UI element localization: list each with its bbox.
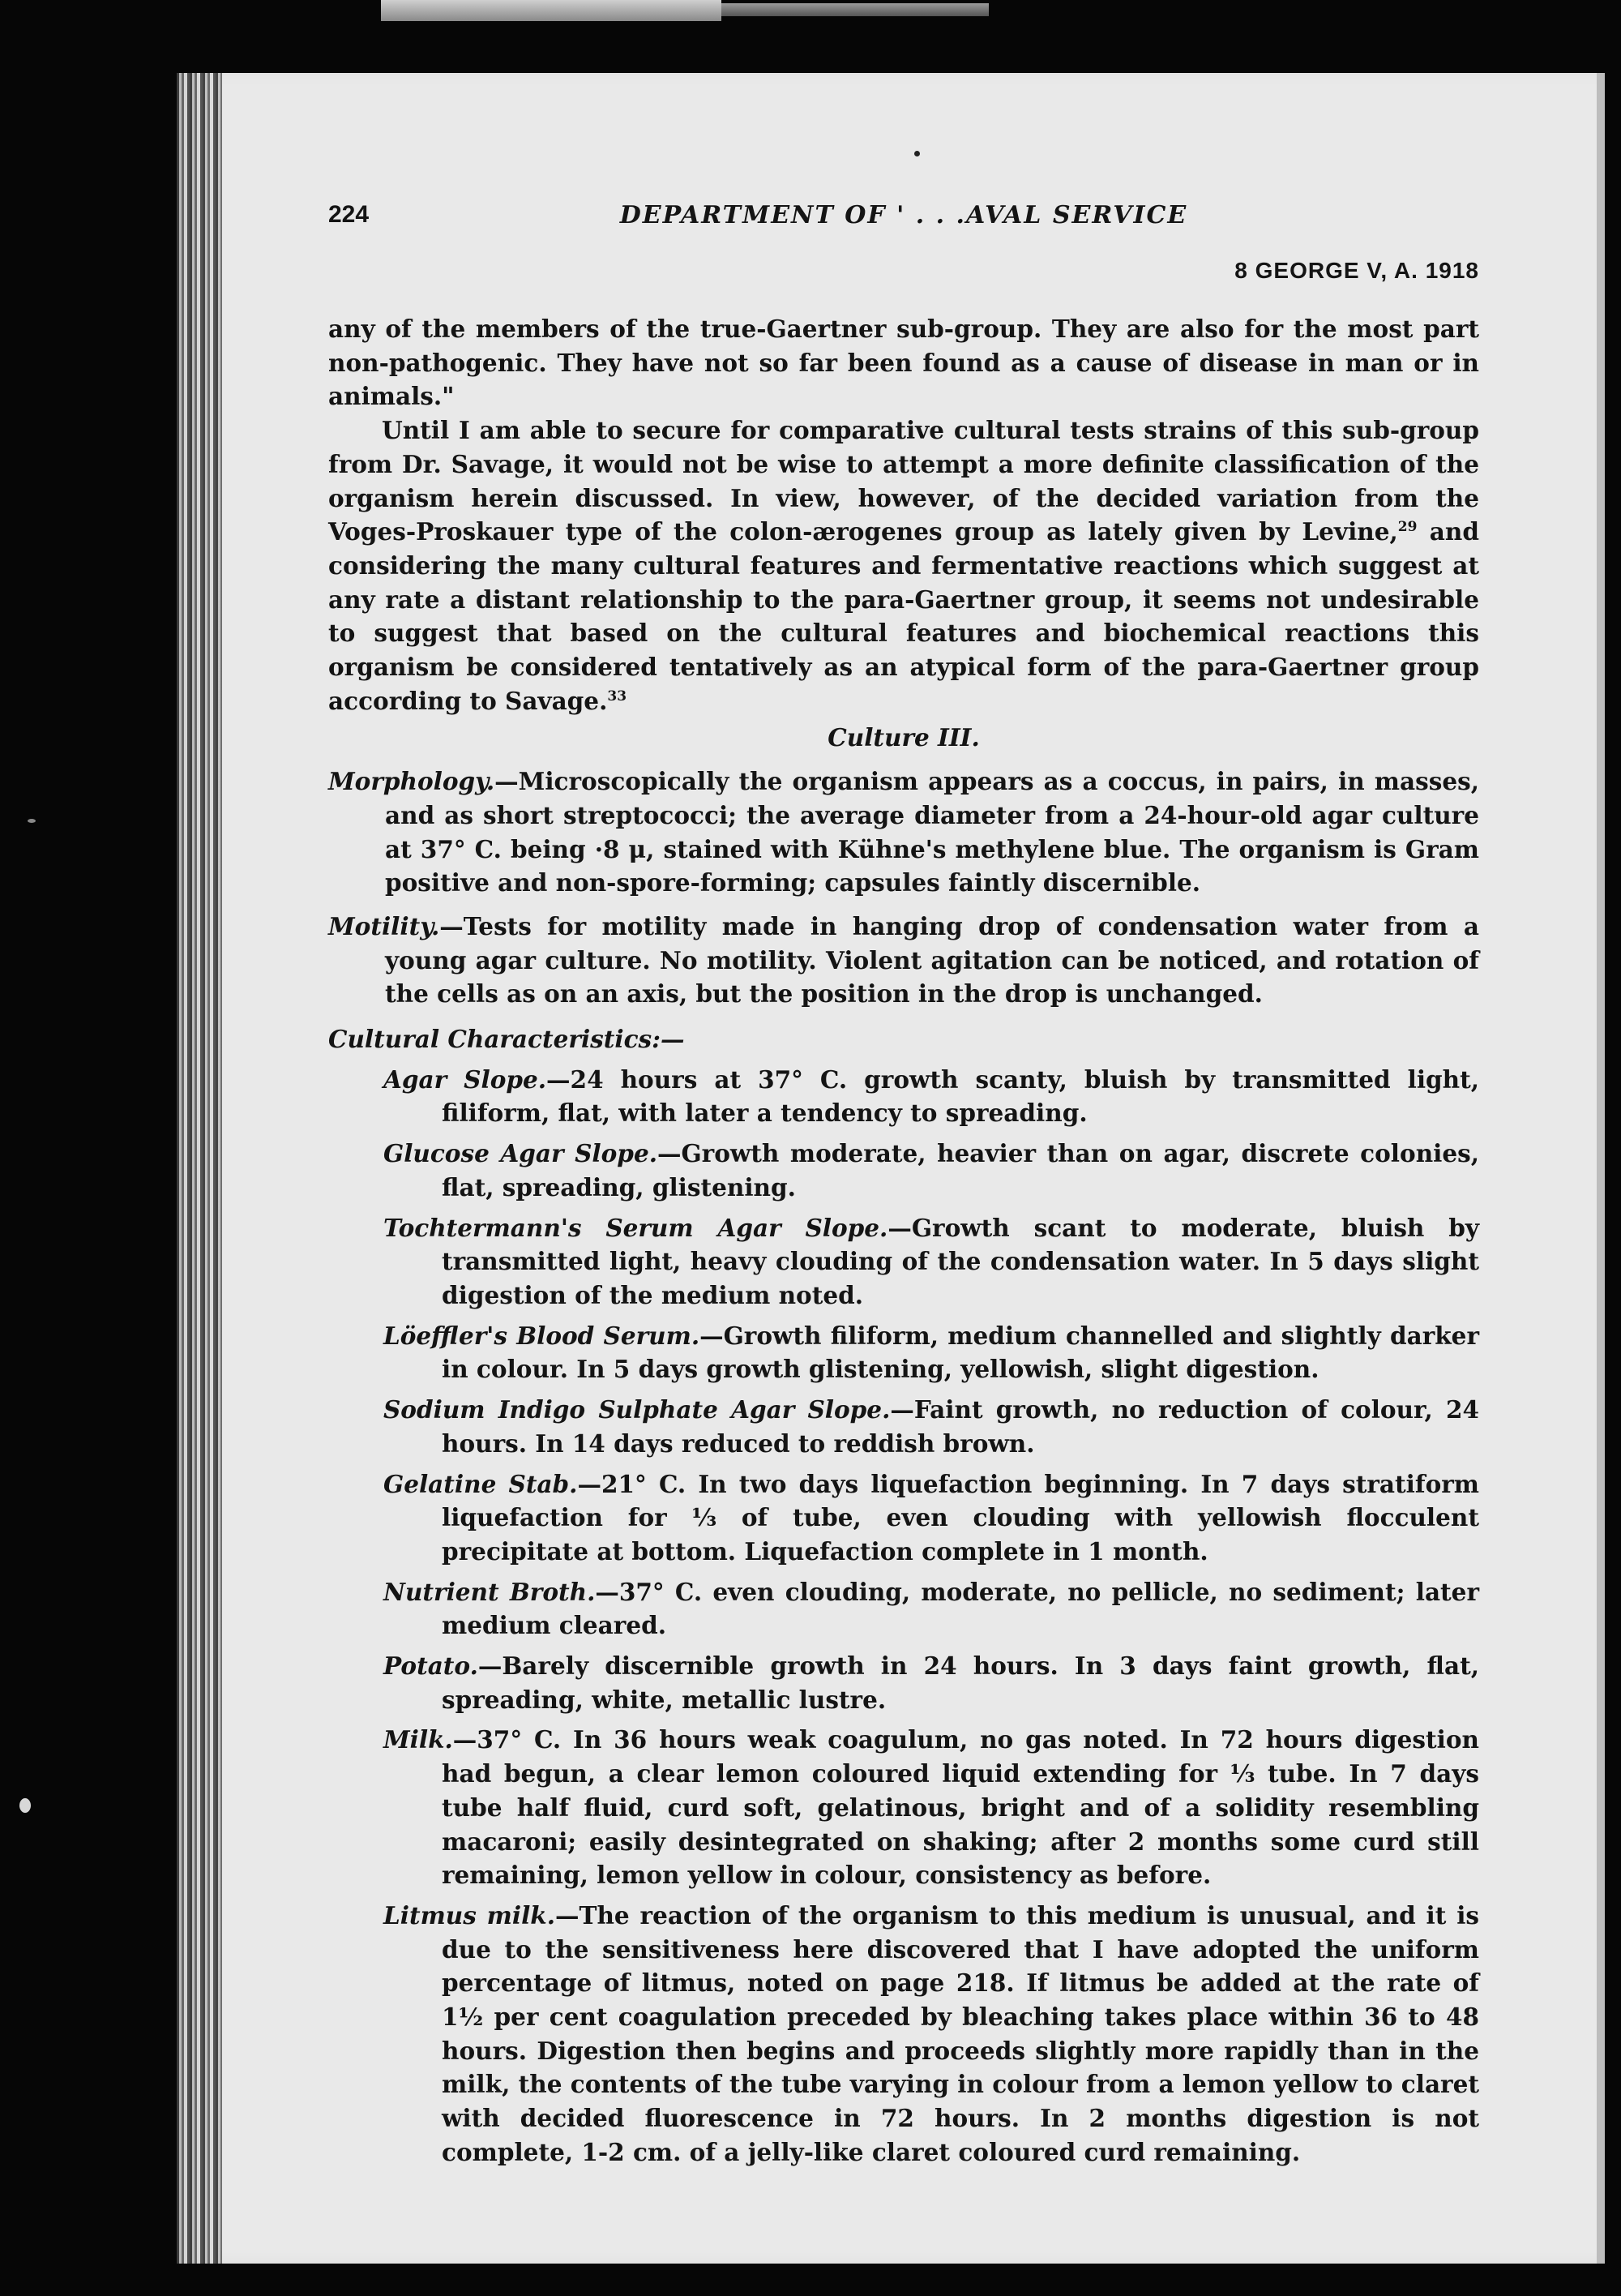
footnote-ref: 33	[607, 688, 627, 705]
morphology-entry	[328, 765, 1479, 900]
paragraph-classification	[328, 413, 1479, 718]
running-head: DEPARTMENT OF ' . . .AVAL SERVICE	[619, 201, 1188, 229]
page-number: 224	[328, 201, 370, 228]
page-body	[328, 312, 1479, 2170]
entry-label: Tochtermann's Serum Agar Slope.	[383, 1213, 888, 1242]
entry-text: —37° C. In 36 hours weak coagulum, no gas noted. In 72 hours digestion had begun, a clear lemon coloured liquid extending for ⅓ tube. In 7 days tube half fluid, curd soft, gelatinous, bright and of a solidity resembling macaroni; easily desintegrated on shaking; after 2 months some curd still remaining, lemon yellow in colour, consistency as before.	[442, 1725, 1479, 1890]
entry-text: —Barely discernible growth in 24 hours. In 3 days faint growth, flat, spreading, white, metallic lustre.	[442, 1651, 1479, 1714]
entry-label: Nutrient Broth.	[383, 1577, 596, 1606]
entry-label: Gelatine Stab.	[383, 1469, 578, 1498]
entry-label: Morphology.	[328, 767, 495, 796]
section-title: Culture III.	[828, 723, 980, 752]
entry-text: —24 hours at 37° C. growth scanty, bluish by transmitted light, filiform, flat, with later a tendency to spreading.	[442, 1064, 1479, 1128]
paragraph-text: Until I am able to secure for comparative cultural tests strains of this sub-group from Dr. Savage, it would not be wise to attempt a more definite classification of the organism herein discussed. In view, however, of the decided variation from the Voges-Proskauer type of the colon-ærogenes group as lately given by Levine,	[328, 416, 1479, 546]
entry-text: —37° C. even clouding, moderate, no pellicle, no sediment; later medium cleared.	[442, 1577, 1479, 1640]
scan-speck	[914, 151, 920, 156]
entry-label: Sodium Indigo Sulphate Agar Slope.	[383, 1395, 891, 1424]
cultural-entry	[328, 1319, 1479, 1386]
scan-top-artifact-2	[721, 3, 989, 16]
scan-speck	[28, 819, 36, 823]
scan-speck	[19, 1798, 31, 1813]
entry-label: Löeffler's Blood Serum.	[383, 1321, 700, 1350]
book-binding-edge	[177, 73, 222, 2264]
page-header	[328, 195, 1479, 235]
cultural-entry	[328, 1649, 1479, 1716]
entry-label: Glucose Agar Slope.	[383, 1139, 657, 1168]
scan-top-artifact	[381, 0, 721, 21]
entry-label: Milk.	[383, 1725, 453, 1754]
paragraph-text: and considering the many cultural features and fermentative reactions which suggest at any rate a distant relationship to the para-Gaertner group, it seems not undesirable to suggest that based on the cultural features and biochemical reactions this organism be considered tentatively as an atypical form of the para-Gaertner group according to Savage.	[328, 517, 1479, 715]
entry-text: —Growth moderate, heavier than on agar, discrete colonies, flat, spreading, glistening.	[442, 1139, 1479, 1202]
entry-label: Potato.	[383, 1651, 478, 1681]
cultural-entry	[328, 1211, 1479, 1313]
entry-text: —Faint growth, no reduction of colour, 24 hours. In 14 days reduced to reddish brown.	[442, 1395, 1479, 1458]
cultural-entry	[328, 1575, 1479, 1643]
entry-text: —Growth scant to moderate, bluish by transmitted light, heavy clouding of the condensation water. In 5 days slight digestion of the medium noted.	[442, 1213, 1479, 1309]
motility-entry	[328, 910, 1479, 1011]
cultural-entry	[328, 1467, 1479, 1569]
entry-text: —The reaction of the organism to this medium is unusual, and it is due to the sensitiveness here discovered that I have adopted the uniform percentage of litmus, noted on page 218. If litmus be added at the rate of 1½ per cent coagulation preceded by bleaching takes place within 36 to 48 hours. Digestion then begins and proceeds slightly more rapidly than in the milk, the contents of the tube varying in colour from a lemon yellow to claret with decided fluorescence in 72 hours. In 2 months digestion is not complete, 1-2 cm. of a jelly-like claret coloured curd remaining.	[442, 1900, 1480, 2166]
cultural-entry	[328, 1063, 1479, 1130]
cultural-entry	[328, 1899, 1479, 2170]
entry-text: —21° C. In two days liquefaction beginning. In 7 days stratiform liquefaction for ⅓ of tube, even clouding with yellowish flocculent precipitate at bottom. Liquefaction complete in 1 month.	[442, 1469, 1480, 1566]
entry-text: —Microscopically the organism appears as a coccus, in pairs, in masses, and as short streptococci; the average diameter from a 24-hour-old agar culture at 37° C. being ·8 μ, stained with Kühne's methylene blue. The organism is Gram positive and non-spore-forming; capsules faintly discernible.	[385, 767, 1479, 897]
entry-text: —Tests for motility made in hanging drop of condensation water from a young agar culture. No motility. Violent agitation can be noticed, and rotation of the cells as on an axis, but the position in the drop is unchanged.	[385, 911, 1479, 1009]
entry-label: Motility.	[328, 911, 440, 940]
cultural-entry	[328, 1723, 1479, 1892]
entry-text: —Growth filiform, medium channelled and slightly darker in colour. In 5 days growth glistening, yellowish, slight digestion.	[442, 1321, 1479, 1384]
cultural-entry	[328, 1393, 1479, 1460]
cultural-heading: Cultural Characteristics:—	[328, 1025, 685, 1054]
page-right-edge	[1597, 73, 1605, 2264]
cultural-entry	[328, 1137, 1479, 1204]
paragraph-continued: any of the members of the true-Gaertner sub-group. They are also for the most part non-pathogenic. They have not so far been found as a cause of disease in man or in animals."	[328, 315, 1479, 411]
session-line: 8 GEORGE V, A. 1918	[1234, 258, 1479, 283]
entry-label: Agar Slope.	[383, 1064, 547, 1094]
footnote-ref: 29	[1397, 519, 1418, 536]
entry-label: Litmus milk.	[383, 1900, 556, 1930]
